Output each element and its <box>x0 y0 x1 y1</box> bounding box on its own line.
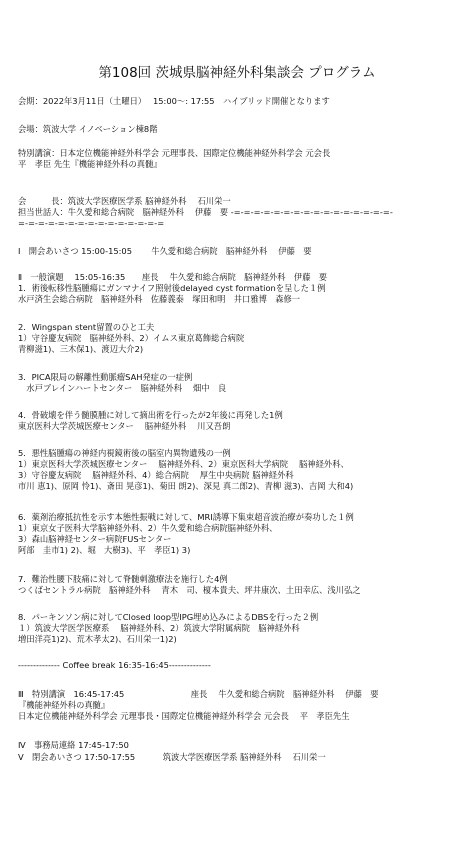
page-title: 第108回 茨城県脳神経外科集談会 プログラム <box>98 65 376 81</box>
presentation-affiliations: 1）守谷慶友病院 脳神経外科、2）イムス東京葛飾総合病院 <box>18 333 245 343</box>
special-lecture-info: 特別講演：日本定位機能神経外科学会 元理事長、国際定位機能神経外科学会 元会長 <box>18 148 331 158</box>
organizer-line: 担当世話人：牛久愛和総合病院 脳神経外科 伊藤 要 -=-=-=-=-=-=-=-=-=-=-=-=-=-=-=-=- <box>18 207 393 217</box>
presentation-title: 3．PICA限局の解離性動脈瘤SAH発症の一症例 <box>18 372 193 382</box>
presentation-title: 6．薬剤治療抵抗性を示す本態性振戦に対して、MRI誘導下集束超音波治療が奏功した１例 <box>18 512 354 522</box>
special-lecture-speaker: 平 孝臣 先生『機能神経外科の真髄』 <box>18 159 162 169</box>
presentation-title: 4．骨破壊を伴う髄膜腫に対して摘出術を行ったが2年後に再発した1例 <box>18 410 283 420</box>
presentation-authors: 水戸済生会総合病院 脳神経外科 佐藤義泰 塚田和明 井口雅博 森修一 <box>18 294 301 304</box>
meeting-date: 会期：2022年3月11日（土曜日） 15:00～: 17:55 ハイブリッド開催となります <box>18 96 330 106</box>
coffee-break: -------------- Coffee break 16:35-16:45-------------- <box>18 660 211 670</box>
presentation-affiliations: 1）東京女子医科大学脳神経外科、2）牛久愛和総合病院脳神経外科、 <box>18 523 278 533</box>
opening-remarks: Ⅰ 開会あいさつ 15:00-15:05 牛久愛和総合病院 脳神経外科 伊藤 要 <box>18 246 312 256</box>
special-lecture-heading: Ⅲ 特別講演 16:45-17:45 座長 牛久愛和総合病院 脳神経外科 伊藤 要 <box>18 689 379 699</box>
presentation-affiliations: 1）東京医科大学茨城医療センター 脳神経外科、2）東京医科大学病院 脳神経外科、 <box>18 459 349 469</box>
closing-remarks: Ⅴ 閉会あいさつ 17:50-17:55 筑波大学医療医学系 脳神経外科 石川栄一 <box>18 752 326 762</box>
organizer-line-continued: =-=-=-=-=-=-=-=-=-=-=-=-=-=-= <box>18 218 165 228</box>
meeting-venue: 会場：筑波大学 イノベーション棟8階 <box>18 124 158 134</box>
special-lecture-title: 『機能神経外科の真髄』 <box>18 700 110 710</box>
presentation-affiliations: 3）森山脳神経センター病院FUSセンター <box>18 534 172 544</box>
presentation-title: 2．Wingspan stent留置のひと工夫 <box>18 322 155 332</box>
presentation-title: 7．難治性腰下肢痛に対して脊髄刺激療法を施行した4例 <box>18 574 228 584</box>
presentation-authors: 市川 恵1)、原岡 怜1)、斎田 晃彦1)、菊田 朗2)、深見 真二郎2)、青柳 滋3)、吉岡 大和4) <box>18 481 354 491</box>
presentation-affiliations: １）筑波大学医学医療系 脳神経外科、2）筑波大学附属病院 脳神経外科 <box>18 623 300 633</box>
presentation-authors: 阿部 圭市1) 2)、堀 大樹3)、平 孝臣1) 3) <box>18 545 191 555</box>
presentation-affiliations: 3）守谷慶友病院 脳神経外科、4）総合病院 厚生中央病院 脳神経外科 <box>18 470 294 480</box>
general-session-heading: Ⅱ 一般演題 15:05-16:35 座長 牛久愛和総合病院 脳神経外科 伊藤 要 <box>18 272 328 282</box>
special-lecture-speaker-line: 日本定位機能神経外科学会 元理事長・国際定位機能神経外科学会 元会長 平 孝臣先生 <box>18 711 350 721</box>
presentation-title: 8．パーキンソン病に対してClosed loop型IPG埋め込みによるDBSを行った２例 <box>18 612 319 622</box>
presentation-authors: 増田洋亮1)2)、荒木孝太2)、石川栄一1)2) <box>18 634 177 644</box>
presentation-authors: 東京医科大学茨城医療センター 脳神経外科 川又吾朗 <box>18 421 231 431</box>
office-report: Ⅳ 事務局連絡 17:45-17:50 <box>18 740 129 750</box>
presentation-title: 1．術後転移性脳腫瘍にガンマナイフ照射後delayed cyst formationを呈した１例 <box>18 283 326 293</box>
presentation-authors: 水戸ブレインハートセンター 脳神経外科 畑中 良 <box>18 383 227 393</box>
presentation-authors: つくばセントラル病院 脳神経外科 青木 司、榎本貴夫、坪井康次、土田幸広、浅川弘之 <box>18 585 361 595</box>
meeting-chair: 会 長：筑波大学医療医学系 脳神経外科 石川栄一 <box>18 196 231 206</box>
presentation-authors: 青柳滋1)、三木保1)、渡辺大介2) <box>18 344 144 354</box>
presentation-title: 5．悪性脳腫瘍の神経内視鏡術後の脳室内異物遺残の一例 <box>18 448 231 458</box>
